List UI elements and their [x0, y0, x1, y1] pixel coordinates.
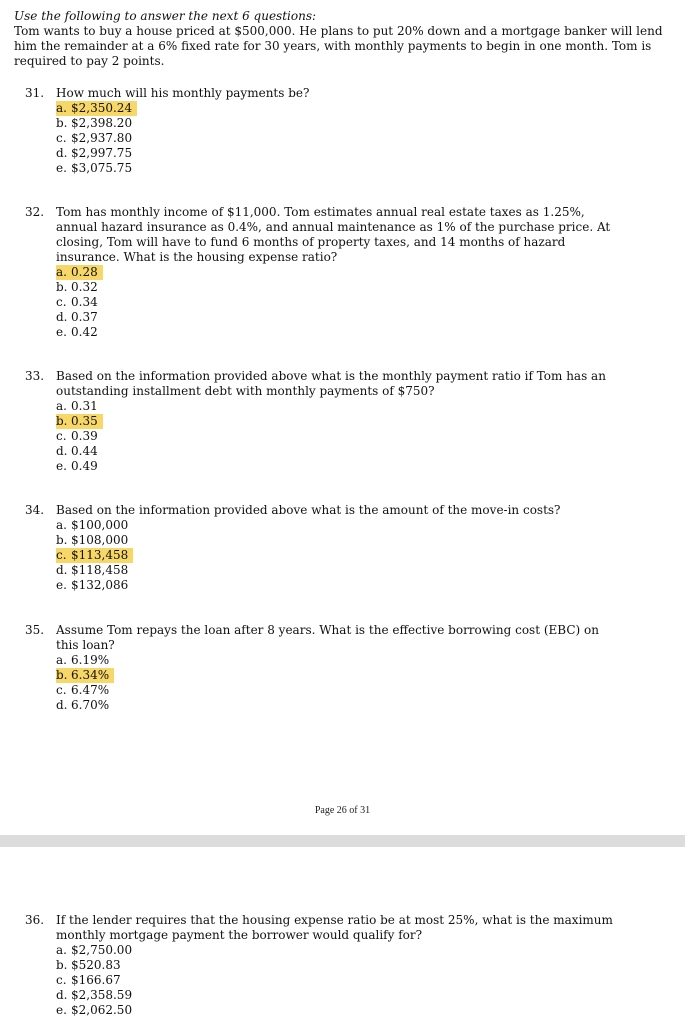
option-letter: b. — [56, 116, 68, 130]
answer-option-row — [56, 578, 616, 593]
answer-option — [56, 683, 616, 698]
answer-option-row — [56, 161, 616, 176]
answer-option-row — [56, 459, 616, 474]
answer-option — [56, 518, 616, 533]
option-letter: c. — [56, 973, 67, 987]
answer-option — [56, 578, 616, 593]
answer-option-row — [56, 444, 616, 459]
highlighted-answer-option — [56, 101, 137, 116]
answer-option — [56, 698, 616, 713]
intro-block — [14, 9, 682, 69]
option-text: 0.35 — [71, 414, 98, 428]
option-letter: b. — [56, 668, 68, 682]
option-text: $2,358.59 — [71, 988, 133, 1002]
answer-option-row — [56, 518, 616, 533]
option-text: $2,937.80 — [71, 131, 133, 145]
question-number: 34. — [25, 503, 45, 517]
option-letter: d. — [56, 310, 68, 324]
option-letter: b. — [56, 414, 68, 428]
option-letter: c. — [56, 548, 67, 562]
intro-text: Tom wants to buy a house priced at $500,000. He plans to put 20% down and a mortgage banker will lend him the remainder at a 6% fixed rate for 30 years, with monthly payments to begin in one month. Tom is required to pay 2 points. — [14, 24, 663, 68]
option-text: 0.28 — [71, 265, 98, 279]
answer-option — [56, 429, 616, 444]
question-text: If the lender requires that the housing expense ratio be at most 25%, what is the maximum monthly mortgage payment the borrower would qualify for? — [56, 913, 613, 942]
answer-options — [56, 399, 616, 474]
question-34 — [25, 503, 616, 593]
option-letter: a. — [56, 101, 67, 115]
question-text: Based on the information provided above what is the monthly payment ratio if Tom has an outstanding installment debt with monthly payments of $750? — [56, 369, 606, 398]
answer-options — [56, 518, 616, 593]
option-text: $166.67 — [71, 973, 121, 987]
option-letter: d. — [56, 563, 68, 577]
answer-option-row — [56, 295, 616, 310]
option-text: $108,000 — [71, 533, 129, 547]
question-36 — [25, 913, 616, 1018]
answer-options — [56, 101, 616, 176]
answer-options — [56, 265, 616, 340]
answer-option-row — [56, 280, 616, 295]
question-text: How much will his monthly payments be? — [56, 86, 310, 100]
option-text: $100,000 — [71, 518, 129, 532]
answer-option — [56, 161, 616, 176]
option-letter: a. — [56, 943, 67, 957]
question-33 — [25, 369, 616, 474]
answer-option — [56, 131, 616, 146]
option-letter: e. — [56, 1003, 67, 1017]
answer-option — [56, 563, 616, 578]
answer-option-row — [56, 653, 616, 668]
option-letter: d. — [56, 988, 68, 1002]
answer-option-row — [56, 399, 616, 414]
question-35 — [25, 623, 616, 713]
answer-option-row — [56, 988, 616, 1003]
option-letter: e. — [56, 325, 67, 339]
option-text: $2,398.20 — [71, 116, 133, 130]
highlighted-answer-option — [56, 548, 133, 563]
option-letter: a. — [56, 265, 67, 279]
intro-heading: Use the following to answer the next 6 questions: — [14, 9, 317, 23]
option-letter: d. — [56, 444, 68, 458]
answer-option — [56, 533, 616, 548]
option-text: 0.39 — [71, 429, 98, 443]
option-letter: e. — [56, 578, 67, 592]
question-number: 35. — [25, 623, 45, 637]
option-text: 0.37 — [71, 310, 98, 324]
question-32 — [25, 205, 616, 340]
answer-option-row — [56, 683, 616, 698]
answer-option-row — [56, 668, 616, 683]
answer-option-row — [56, 563, 616, 578]
page-separator — [0, 835, 685, 847]
answer-option — [56, 310, 616, 325]
answer-option-row — [56, 548, 616, 563]
answer-option — [56, 146, 616, 161]
option-text: 6.70% — [71, 698, 110, 712]
option-text: 0.49 — [71, 459, 98, 473]
highlighted-answer-option — [56, 265, 103, 280]
option-text: 0.31 — [71, 399, 98, 413]
question-text: Assume Tom repays the loan after 8 years. What is the effective borrowing cost (EBC) on this loan? — [56, 623, 599, 652]
answer-option-row — [56, 116, 616, 131]
answer-option — [56, 958, 616, 973]
option-text: 0.32 — [71, 280, 98, 294]
question-stem — [25, 623, 616, 653]
answer-options — [56, 943, 616, 1018]
question-number: 31. — [25, 86, 45, 100]
answer-options — [56, 653, 616, 713]
answer-option — [56, 459, 616, 474]
answer-option-row — [56, 1003, 616, 1018]
answer-option — [56, 399, 616, 414]
option-letter: c. — [56, 295, 67, 309]
answer-option-row — [56, 265, 616, 280]
answer-option — [56, 325, 616, 340]
option-letter: b. — [56, 958, 68, 972]
option-text: $118,458 — [71, 563, 129, 577]
option-text: 0.42 — [71, 325, 98, 339]
option-text: $2,062.50 — [71, 1003, 133, 1017]
option-text: $2,997.75 — [71, 146, 133, 160]
answer-option-row — [56, 146, 616, 161]
question-stem — [25, 369, 616, 399]
question-number: 36. — [25, 913, 45, 927]
answer-option — [56, 973, 616, 988]
question-number: 33. — [25, 369, 45, 383]
question-stem — [25, 913, 616, 943]
answer-option — [56, 280, 616, 295]
option-text: 6.34% — [71, 668, 110, 682]
option-letter: b. — [56, 280, 68, 294]
option-letter: c. — [56, 131, 67, 145]
option-text: $3,075.75 — [71, 161, 133, 175]
option-letter: e. — [56, 459, 67, 473]
answer-option-row — [56, 973, 616, 988]
answer-option-row — [56, 101, 616, 116]
option-text: $2,750.00 — [71, 943, 133, 957]
answer-option — [56, 653, 616, 668]
answer-option-row — [56, 310, 616, 325]
option-letter: a. — [56, 653, 67, 667]
question-stem — [25, 86, 616, 101]
question-stem — [25, 205, 616, 265]
question-31 — [25, 86, 616, 176]
document-page-27 — [0, 847, 685, 1024]
option-text: $132,086 — [71, 578, 129, 592]
option-text: $2,350.24 — [71, 101, 133, 115]
answer-option-row — [56, 131, 616, 146]
page-footer: Page 26 of 31 — [314, 805, 371, 816]
highlighted-answer-option — [56, 668, 114, 683]
option-letter: a. — [56, 399, 67, 413]
answer-option-row — [56, 958, 616, 973]
option-letter: e. — [56, 161, 67, 175]
answer-option — [56, 116, 616, 131]
answer-option — [56, 295, 616, 310]
option-letter: c. — [56, 683, 67, 697]
answer-option — [56, 943, 616, 958]
answer-option-row — [56, 533, 616, 548]
question-text: Based on the information provided above what is the amount of the move-in costs? — [56, 503, 561, 517]
option-text: 0.44 — [71, 444, 98, 458]
option-text: $520.83 — [71, 958, 121, 972]
answer-option-row — [56, 325, 616, 340]
option-text: $113,458 — [71, 548, 129, 562]
answer-option-row — [56, 429, 616, 444]
highlighted-answer-option — [56, 414, 103, 429]
question-text: Tom has monthly income of $11,000. Tom estimates annual real estate taxes as 1.25%, annual hazard insurance as 0.4%, and annual maintenance as 1% of the purchase price. At closing, Tom will have to fund 6 months of property taxes, and 14 months of hazard insurance. What is the housing expense ratio? — [56, 205, 611, 264]
answer-option-row — [56, 943, 616, 958]
option-text: 0.34 — [71, 295, 98, 309]
option-letter: c. — [56, 429, 67, 443]
question-number: 32. — [25, 205, 45, 219]
option-text: 6.47% — [71, 683, 110, 697]
option-letter: d. — [56, 698, 68, 712]
option-text: 6.19% — [71, 653, 110, 667]
option-letter: d. — [56, 146, 68, 160]
question-stem — [25, 503, 616, 518]
answer-option — [56, 444, 616, 459]
answer-option-row — [56, 414, 616, 429]
answer-option — [56, 988, 616, 1003]
option-letter: a. — [56, 518, 67, 532]
answer-option-row — [56, 698, 616, 713]
answer-option — [56, 1003, 616, 1018]
option-letter: b. — [56, 533, 68, 547]
